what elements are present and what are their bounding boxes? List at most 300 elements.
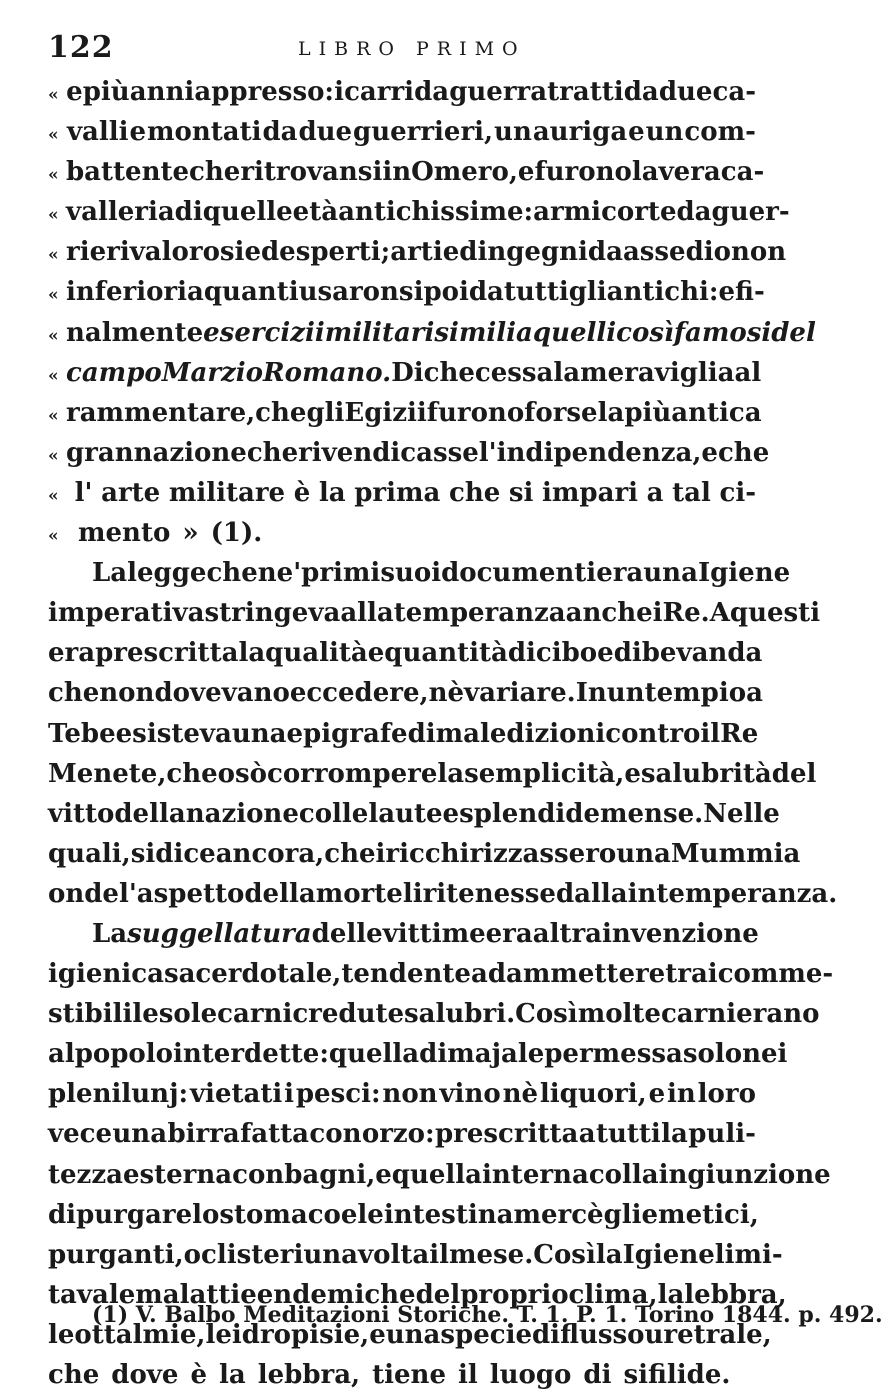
quote-mark: « <box>48 445 59 466</box>
word: anni <box>129 77 195 107</box>
word: erano <box>736 999 820 1030</box>
word: la <box>238 638 266 669</box>
word: più <box>624 397 672 428</box>
word: simili <box>434 317 517 348</box>
word: nè <box>502 1079 539 1110</box>
word: e <box>624 758 641 789</box>
word: valorosi <box>129 237 245 268</box>
word: salubri. <box>404 999 516 1030</box>
word: le <box>357 1199 384 1230</box>
word: fatta <box>240 1119 310 1150</box>
word: della <box>114 798 186 829</box>
word: malattie <box>135 1279 257 1310</box>
word: bevanda <box>641 638 763 669</box>
word: qualità <box>265 638 368 669</box>
word: la <box>631 157 659 188</box>
word: altra <box>532 918 602 949</box>
word: (1). <box>210 518 263 549</box>
text-line <box>48 1034 788 1074</box>
word: Igiene <box>622 1239 715 1270</box>
text-line <box>48 994 820 1034</box>
word: tiene <box>372 1360 446 1390</box>
word: da <box>468 277 504 308</box>
word: tutti <box>503 277 569 308</box>
word: la <box>219 1360 246 1390</box>
word: majale <box>447 1039 545 1070</box>
word: esterna <box>122 1159 233 1190</box>
word: è <box>293 477 311 508</box>
word: vietati <box>189 1079 283 1110</box>
word: una <box>616 838 671 869</box>
page-number: 122 <box>48 30 114 65</box>
word: che <box>189 157 241 188</box>
word: da <box>676 197 712 228</box>
word: puli- <box>688 1119 756 1150</box>
word: suggellatura <box>127 918 312 949</box>
word: prima <box>354 477 441 508</box>
word: militari <box>324 317 435 348</box>
word: vino <box>439 1079 501 1110</box>
word: dice <box>155 838 216 869</box>
text-line <box>48 232 787 272</box>
word: ne' <box>257 558 302 589</box>
word: così <box>616 317 674 348</box>
word: epigrafe <box>286 718 408 749</box>
word: igienica <box>48 959 164 990</box>
word: i <box>284 1079 294 1110</box>
quote-mark: « <box>48 165 59 186</box>
word: Marzio <box>161 357 264 388</box>
word: intestina <box>383 1199 514 1230</box>
word: quelle <box>202 197 293 228</box>
word: antichissime: <box>338 197 534 228</box>
text-line <box>48 714 759 754</box>
text-line <box>48 1235 783 1275</box>
word: cibo <box>535 638 598 669</box>
word: mercè <box>513 1199 604 1230</box>
word: splendide <box>459 798 600 829</box>
word: maledizioni <box>435 718 606 749</box>
word: di <box>532 1319 561 1350</box>
word: e <box>375 1159 392 1190</box>
word: antichi: <box>606 277 719 308</box>
word: della <box>244 878 316 909</box>
word: un <box>606 678 645 709</box>
text-line <box>48 1114 756 1154</box>
word: semplicità, <box>464 758 625 789</box>
word: di <box>48 1199 77 1230</box>
word: suoi <box>380 558 442 589</box>
word: da <box>262 117 298 148</box>
word: nazione <box>133 437 247 468</box>
word: armi <box>533 197 602 228</box>
word: in <box>382 157 412 188</box>
word: carni <box>217 999 293 1030</box>
word: Omero, <box>411 157 518 188</box>
word: una <box>112 1119 168 1150</box>
word: nè <box>428 678 465 709</box>
word: il <box>429 1239 449 1270</box>
word: lo <box>192 1199 220 1230</box>
word: quanti <box>203 277 299 308</box>
word: era <box>485 918 533 949</box>
word: del <box>415 1279 461 1310</box>
word: questi <box>729 598 821 629</box>
word: sacerdotale, <box>163 959 342 990</box>
word: che <box>48 678 100 709</box>
word: clima <box>568 1279 649 1310</box>
word: la <box>661 1119 688 1150</box>
word: che <box>166 758 218 789</box>
word: forse <box>524 397 598 428</box>
word: i <box>707 959 718 990</box>
word: prescritta <box>95 638 239 669</box>
word: non <box>99 678 155 709</box>
word: dovevano <box>154 678 290 709</box>
word: dove <box>111 1360 179 1390</box>
word: e <box>517 157 535 188</box>
word: e <box>648 1079 666 1110</box>
word: permessa <box>544 1039 683 1070</box>
word: valleria <box>66 197 175 228</box>
word: che <box>448 477 501 508</box>
quote-mark: « <box>48 325 59 346</box>
word: valli <box>66 117 129 148</box>
text-line <box>48 1074 756 1114</box>
word: le <box>108 1279 136 1310</box>
word: esisteva <box>115 718 232 749</box>
word: contro <box>605 718 701 749</box>
word: auriga <box>532 117 628 148</box>
word: colla <box>588 1159 659 1190</box>
word: assedio <box>622 237 731 268</box>
word: flusso <box>560 1319 645 1350</box>
word: bagni, <box>284 1159 376 1190</box>
word: anche <box>565 598 653 629</box>
word: che <box>246 437 299 468</box>
word: Egizii <box>344 397 427 428</box>
word: ritrovansi <box>240 157 383 188</box>
word: l' <box>478 437 497 468</box>
word: nalmente <box>66 317 204 348</box>
word: rammentare, <box>66 397 256 428</box>
word: si <box>130 838 156 869</box>
word: età <box>292 197 339 228</box>
word: tezza <box>48 1159 123 1190</box>
word: interdette: <box>173 1039 329 1070</box>
word: al <box>734 357 762 388</box>
word: il <box>457 1360 478 1390</box>
word: gran <box>66 437 134 468</box>
text-line <box>48 513 756 553</box>
word: indipendenza <box>496 437 693 468</box>
word: La <box>92 918 128 949</box>
word: e <box>340 1199 358 1230</box>
word: una <box>231 718 287 749</box>
word: a <box>578 1119 596 1150</box>
word: di <box>419 1039 448 1070</box>
word: uretrale, <box>644 1319 772 1350</box>
word: ancora, <box>215 838 325 869</box>
quote-mark: « <box>48 365 59 386</box>
text-line <box>48 834 801 874</box>
word: mento <box>78 518 171 549</box>
word: non <box>731 237 787 268</box>
word: ricchi <box>385 838 470 869</box>
word: campo <box>66 357 162 388</box>
word: credute <box>292 999 405 1030</box>
word: famosi <box>673 317 772 348</box>
word: stibili <box>48 999 133 1030</box>
word: e <box>129 117 147 148</box>
word: e <box>628 117 645 148</box>
word: i <box>334 77 344 107</box>
text-line <box>48 954 834 994</box>
word: nei <box>742 1039 788 1070</box>
word: vittime <box>382 918 486 949</box>
text-line <box>48 433 770 473</box>
word: di <box>613 638 642 669</box>
word: primi <box>301 558 381 589</box>
word: la <box>657 1279 685 1310</box>
word: tempio <box>644 678 747 709</box>
word: gli <box>306 397 345 428</box>
word: specie <box>440 1319 532 1350</box>
word: In <box>575 678 607 709</box>
word: molte <box>577 999 661 1030</box>
word: sole <box>158 999 218 1030</box>
word: i <box>652 598 663 629</box>
word: furono <box>426 397 525 428</box>
word: laute <box>368 798 443 829</box>
word: del <box>771 317 816 348</box>
word: lebbra, <box>684 1279 787 1310</box>
word: esercizii <box>203 317 325 348</box>
word: A <box>709 598 730 629</box>
word: che <box>324 838 376 869</box>
quote-mark: « <box>48 85 59 105</box>
word: legge <box>127 558 207 589</box>
word: di <box>583 1360 612 1390</box>
word: corte <box>601 197 677 228</box>
quote-mark: « <box>48 405 59 426</box>
word: Romano. <box>263 357 392 388</box>
word: ingegni <box>477 237 588 268</box>
word: che <box>48 1360 100 1390</box>
word: Tebe <box>48 718 116 749</box>
word: prescritta <box>434 1119 579 1150</box>
word: luogo <box>489 1360 572 1390</box>
word: com- <box>684 117 756 148</box>
word: ammettere <box>506 959 666 990</box>
word: con <box>232 1159 285 1190</box>
word: vitto <box>48 798 115 829</box>
word: quantità <box>384 638 508 669</box>
word: battente <box>66 157 190 188</box>
word: che <box>717 437 770 468</box>
quote-mark: « <box>48 205 59 226</box>
word: e <box>597 638 614 669</box>
word: più <box>82 77 130 107</box>
word: impari <box>542 477 639 508</box>
word: e <box>718 277 736 308</box>
word: Così <box>533 1239 596 1270</box>
word: si <box>508 477 534 508</box>
word: intemperanza. <box>627 878 838 909</box>
word: e <box>66 77 83 107</box>
word: quali, <box>48 838 131 869</box>
word: lebbra, <box>257 1360 361 1390</box>
text-line <box>48 473 756 513</box>
word: del <box>771 758 817 789</box>
word: stringeva <box>204 598 341 629</box>
word: ed <box>244 237 280 268</box>
word: popolo <box>74 1039 173 1070</box>
word: rivendicasse <box>298 437 479 468</box>
word: quella <box>328 1039 420 1070</box>
word: solo <box>682 1039 743 1070</box>
word: le <box>205 1319 232 1350</box>
word: il <box>700 718 721 749</box>
word: colle <box>298 798 369 829</box>
word: due <box>298 117 353 148</box>
word: Menete, <box>48 758 167 789</box>
text-line <box>48 874 838 914</box>
word: sifilide. <box>623 1360 731 1390</box>
word: meraviglia <box>580 357 735 388</box>
word: Di <box>391 357 424 388</box>
text-line <box>48 1355 756 1395</box>
word: corrompere <box>266 758 438 789</box>
word: carri <box>344 77 415 107</box>
word: a <box>646 477 664 508</box>
word: vera <box>658 157 721 188</box>
running-title: LIBRO PRIMO <box>298 38 526 60</box>
word: loro <box>697 1079 756 1110</box>
word: rizzassero <box>469 838 617 869</box>
text-line <box>48 152 765 192</box>
body-text <box>48 72 883 1395</box>
word: i <box>375 838 386 869</box>
word: , <box>749 1199 759 1230</box>
word: le <box>48 1319 75 1350</box>
word: da <box>587 237 623 268</box>
word: antica <box>671 397 762 428</box>
word: stomaco <box>219 1199 341 1230</box>
word: mese. <box>448 1239 534 1270</box>
text-line <box>48 112 756 152</box>
word: non <box>382 1079 438 1110</box>
word: La <box>92 558 128 589</box>
text-line <box>48 754 817 794</box>
word: endemiche <box>256 1279 416 1310</box>
word: l'aspetto <box>118 878 245 909</box>
word: » <box>182 518 199 549</box>
word: tratti <box>547 77 624 107</box>
word: un <box>645 117 684 148</box>
word: di <box>407 718 436 749</box>
word: clisteri <box>201 1239 304 1270</box>
word: ottalmie, <box>74 1319 206 1350</box>
word: che <box>206 558 258 589</box>
word: arti <box>390 237 443 268</box>
word: ed <box>442 237 478 268</box>
word: Nelle <box>703 798 780 829</box>
word: rieri <box>66 237 130 268</box>
word: e <box>369 1319 386 1350</box>
word: variare. <box>464 678 576 709</box>
word: dalla <box>555 878 628 909</box>
word: quelli <box>532 317 617 348</box>
word: di <box>174 197 203 228</box>
word: , <box>648 1279 658 1310</box>
word: fi- <box>735 277 765 308</box>
word: tava <box>48 1279 109 1310</box>
word: le <box>132 999 159 1030</box>
quote-mark: « <box>48 245 59 266</box>
word: interna <box>482 1159 589 1190</box>
word: o <box>183 1239 201 1270</box>
text-line <box>48 794 780 834</box>
word: che <box>255 397 307 428</box>
word: cessa <box>474 357 554 388</box>
word: gli <box>603 1199 642 1230</box>
word: osò <box>217 758 267 789</box>
word: mense. <box>600 798 704 829</box>
text-line <box>48 1155 831 1195</box>
text-line <box>48 192 790 232</box>
word: l' <box>74 477 93 508</box>
text-line <box>48 393 762 433</box>
word: ritenesse <box>422 878 556 909</box>
word: due <box>658 77 713 107</box>
word: nazione <box>185 798 299 829</box>
word: tendente <box>341 959 471 990</box>
word: Re. <box>662 598 710 629</box>
word: onde <box>48 878 119 909</box>
word: una <box>385 1319 441 1350</box>
word: e <box>442 798 460 829</box>
text-line <box>48 914 759 954</box>
word: purgare <box>76 1199 193 1230</box>
word: quella <box>391 1159 483 1190</box>
word: una <box>303 1239 359 1270</box>
word: usaronsi <box>298 277 424 308</box>
word: esperti; <box>279 237 391 268</box>
quote-mark: « <box>48 285 59 306</box>
word: la <box>597 397 625 428</box>
word: Così <box>515 999 578 1030</box>
word: morte <box>315 878 403 909</box>
word: con <box>309 1119 362 1150</box>
word: emetici <box>641 1199 750 1230</box>
word: e <box>367 638 385 669</box>
word: eccedere, <box>289 678 429 709</box>
text-line <box>48 72 756 112</box>
word: ad <box>470 959 507 990</box>
quote-mark: « <box>48 125 59 146</box>
word: ingiunzione <box>658 1159 831 1190</box>
word: volta <box>358 1239 430 1270</box>
word: militare <box>168 477 286 508</box>
word: inferiori <box>66 277 187 308</box>
word: Re <box>720 718 759 749</box>
word: una <box>643 558 698 589</box>
word: ca- <box>720 157 765 188</box>
word: la <box>595 1239 623 1270</box>
page-header <box>48 30 748 66</box>
word: idropisie, <box>231 1319 370 1350</box>
